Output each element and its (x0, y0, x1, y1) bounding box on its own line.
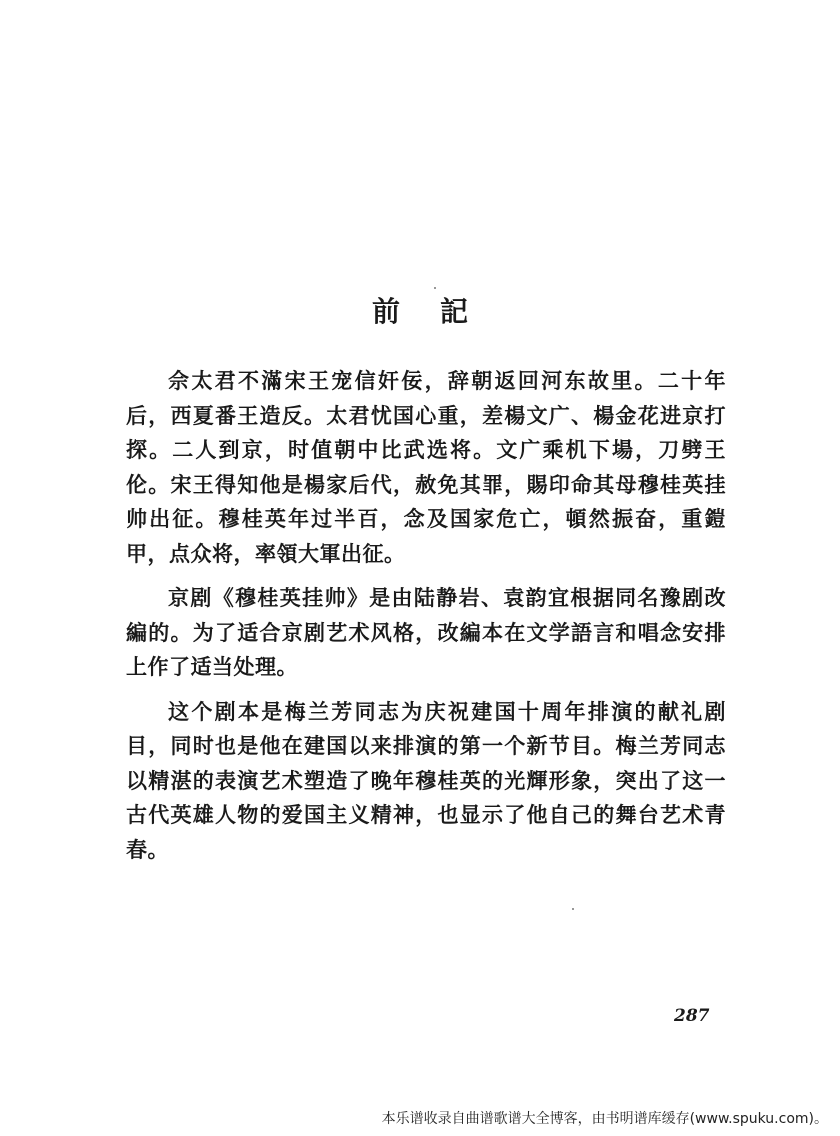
scan-speck (434, 287, 436, 289)
scan-speck (572, 908, 574, 910)
paragraph: 佘太君不滿宋王宠信奸佞，辞朝返回河东故里。二十年后，西夏番王造反。太君忧国心重，差楊文广、楊金花进京打探。二人到京，时值朝中比武选将。文广乘机下場，刀劈王伦。宋王得知他是楊家后代，赦免其罪，賜印命其母穆桂英挂帅出征。穆桂英年过半百，念及国家危亡，頓然振奋，重鎧甲，点众将，率領大軍出征。 (126, 368, 726, 566)
paragraph: 京剧《穆桂英挂帅》是由陆静岩、袁韵宜根据同名豫剧改編的。为了适合京剧艺术风格，改編本在文学語言和唱念安排上作了适当处理。 (126, 585, 726, 679)
page-title: 前記 (371, 295, 508, 328)
paragraph: 这个剧本是梅兰芳同志为庆祝建国十周年排演的献礼剧目，同时也是他在建国以来排演的第一个新节目。梅兰芳同志以精湛的表演艺术塑造了晚年穆桂英的光輝形象，突出了这一古代英雄人物的爱国主义精神，也显示了他自己的舞台艺术青春。 (126, 698, 726, 862)
page-number: 287 (674, 1006, 710, 1026)
preface-body (126, 364, 726, 877)
source-footer-note: 本乐谱收录自曲谱歌谱大全博客，由书明谱库缓存(www.spuku.com)。 (381, 1111, 828, 1127)
